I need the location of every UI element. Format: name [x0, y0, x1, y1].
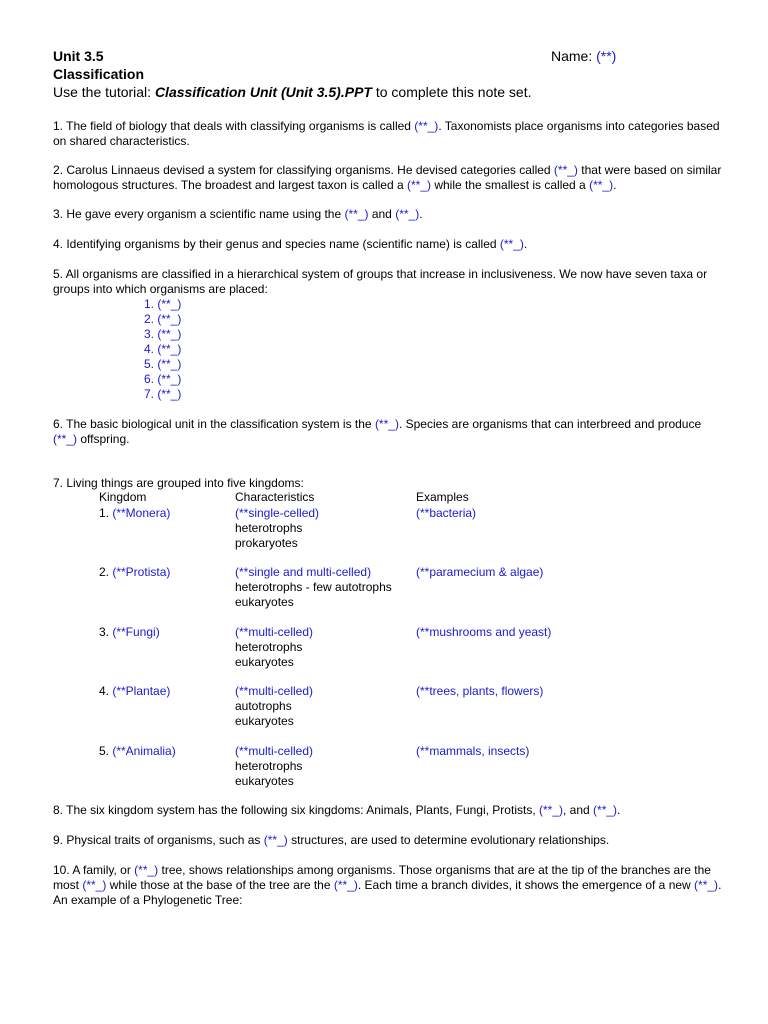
tutorial-reference: Classification Unit (Unit 3.5).PPT: [154, 84, 372, 100]
question-8: [53, 803, 723, 818]
topic-title: Classification: [53, 66, 145, 82]
taxa-item: 1. (**_): [144, 297, 182, 311]
question-9: [53, 833, 723, 848]
kingdom-name: (**Plantae): [112, 684, 171, 698]
q6-answer-1: (**_): [374, 417, 399, 431]
taxa-item: 2. (**_): [144, 312, 182, 326]
taxa-item: 4. (**_): [144, 342, 182, 356]
q3-answer-1: (**_): [344, 207, 369, 221]
kingdom-characteristics: [235, 625, 313, 670]
characteristic: eukaryotes: [235, 714, 294, 728]
q8-answer-2: (**_): [593, 803, 618, 817]
q9-text-a: 9. Physical traits of organisms, such as: [53, 833, 264, 847]
question-5: 5. All organisms are classified in a hierarchical system of groups that increase in inclusiveness. We now have seven taxa or groups into which organisms are placed:: [53, 267, 708, 296]
q4-text-a: 4. Identifying organisms by their genus and species name (scientific name) is called: [53, 237, 500, 251]
kingdom-characteristics: [235, 684, 313, 729]
row-number: 2.: [99, 565, 113, 579]
kingdom-name: (**Protista): [112, 565, 171, 579]
characteristic-answer: (**multi-celled): [235, 744, 314, 758]
kingdom-row-1: [99, 506, 170, 521]
intro-line: [53, 84, 532, 100]
question-10: [53, 863, 723, 908]
intro-suffix: to complete this note set.: [371, 84, 532, 100]
q2-answer-1: (**_): [553, 163, 578, 177]
characteristic: eukaryotes: [235, 655, 294, 669]
kingdom-characteristics: [235, 744, 313, 789]
name-label: Name:: [551, 48, 593, 64]
kingdom-example: (**mushrooms and yeast): [416, 625, 552, 639]
q1-answer-1: (**_): [414, 119, 439, 133]
q2-text-a: 2. Carolus Linnaeus devised a system for classifying organisms. He devised categories called: [53, 163, 554, 177]
row-number: 3.: [99, 625, 113, 639]
kingdom-characteristics: [235, 565, 392, 610]
q6-answer-2: (**_): [53, 432, 78, 446]
q4-answer-1: (**_): [499, 237, 524, 251]
q6-text-d: offspring.: [77, 432, 130, 446]
q10-answer-1: (**_): [134, 863, 159, 877]
col-header-examples: Examples: [416, 490, 469, 504]
kingdom-example: (**trees, plants, flowers): [416, 684, 544, 698]
q8-answer-1: (**_): [538, 803, 563, 817]
q9-answer-1: (**_): [263, 833, 288, 847]
kingdom-name: (**Animalia): [112, 744, 176, 758]
q10-answer-2: (**_): [82, 878, 107, 892]
question-2: [53, 163, 723, 193]
characteristic: eukaryotes: [235, 774, 294, 788]
unit-title: Unit 3.5: [53, 48, 104, 64]
q9-text-c: structures, are used to determine evolutionary relationships.: [287, 833, 610, 847]
col-header-kingdom: Kingdom: [99, 490, 147, 504]
kingdom-row-2: [99, 565, 170, 580]
question-1: [53, 119, 723, 149]
q6-text-a: 6. The basic biological unit in the classification system is the: [53, 417, 375, 431]
taxa-list: [144, 297, 181, 402]
q2-answer-3: (**_): [589, 178, 614, 192]
q10-text-f: . An example of a Phylogenetic Tree:: [53, 878, 722, 907]
characteristic: heterotrophs: [235, 640, 303, 654]
kingdom-row-4: [99, 684, 170, 699]
name-line: [551, 48, 616, 64]
taxa-item: 5. (**_): [144, 357, 182, 371]
q10-answer-3: (**_): [333, 878, 358, 892]
characteristic: prokaryotes: [235, 536, 298, 550]
kingdom-example: (**mammals, insects): [416, 744, 530, 758]
row-number: 4.: [99, 684, 113, 698]
q2-answer-2: (**_): [406, 178, 431, 192]
name-value: (**): [596, 48, 617, 64]
q2-text-c: that were based on similar homologous structures. The broadest and largest taxon is called a: [53, 163, 722, 192]
characteristic-answer: (**single and multi-celled): [235, 565, 372, 579]
kingdom-example: (**paramecium & algae): [416, 565, 544, 579]
q8-text-d: .: [617, 803, 621, 817]
kingdom-name: (**Fungi): [112, 625, 160, 639]
q2-text-d: while the smallest is called a: [431, 178, 590, 192]
question-7: 7. Living things are grouped into five kingdoms:: [53, 476, 304, 490]
col-header-characteristics: Characteristics: [235, 490, 315, 504]
q2-text-e: .: [613, 178, 617, 192]
kingdom-example: (**bacteria): [416, 506, 477, 520]
question-3: [53, 207, 723, 222]
characteristic-answer: (**multi-celled): [235, 625, 314, 639]
q3-answer-2: (**_): [395, 207, 420, 221]
row-number: 5.: [99, 744, 113, 758]
characteristic-answer: (**multi-celled): [235, 684, 314, 698]
q10-text-a: 10. A family, or: [53, 863, 135, 877]
q6-text-c: . Species are organisms that can interbreed and produce: [398, 417, 702, 431]
kingdom-name: (**Monera): [112, 506, 171, 520]
q10-text-e: . Each time a branch divides, it shows the emergence of a new: [357, 878, 695, 892]
taxa-item: 6. (**_): [144, 372, 182, 386]
question-4: [53, 237, 723, 252]
intro-prefix: Use the tutorial:: [53, 84, 155, 100]
q8-text-c: , and: [563, 803, 594, 817]
kingdom-row-5: [99, 744, 176, 759]
q1-text-a: 1. The field of biology that deals with classifying organisms is called: [53, 119, 415, 133]
kingdom-characteristics: [235, 506, 319, 551]
characteristic-answer: (**single-celled): [235, 506, 320, 520]
q10-answer-4: (**_): [694, 878, 719, 892]
q3-text-d: .: [419, 207, 423, 221]
question-6: [53, 417, 723, 447]
row-number: 1.: [99, 506, 113, 520]
taxa-item: 7. (**_): [144, 387, 182, 401]
q3-text-a: 3. He gave every organism a scientific name using the: [53, 207, 345, 221]
q10-text-c: tree, shows relationships among organisms. Those organisms that are at the tip of the branches are the most: [53, 863, 711, 892]
q3-text-c: and: [368, 207, 396, 221]
q4-text-c: .: [523, 237, 528, 251]
q10-text-d: while those at the base of the tree are the: [106, 878, 334, 892]
characteristic: eukaryotes: [235, 595, 294, 609]
q1-text-c: . Taxonomists place organisms into categories based on shared characteristics.: [53, 119, 720, 148]
characteristic: heterotrophs - few autotrophs: [235, 580, 392, 594]
q8-text-a: 8. The six kingdom system has the following six kingdoms: Animals, Plants, Fungi, Protists,: [53, 803, 539, 817]
taxa-item: 3. (**_): [144, 327, 182, 341]
characteristic: heterotrophs: [235, 759, 303, 773]
kingdom-row-3: [99, 625, 160, 640]
characteristic: heterotrophs: [235, 521, 303, 535]
characteristic: autotrophs: [235, 699, 292, 713]
